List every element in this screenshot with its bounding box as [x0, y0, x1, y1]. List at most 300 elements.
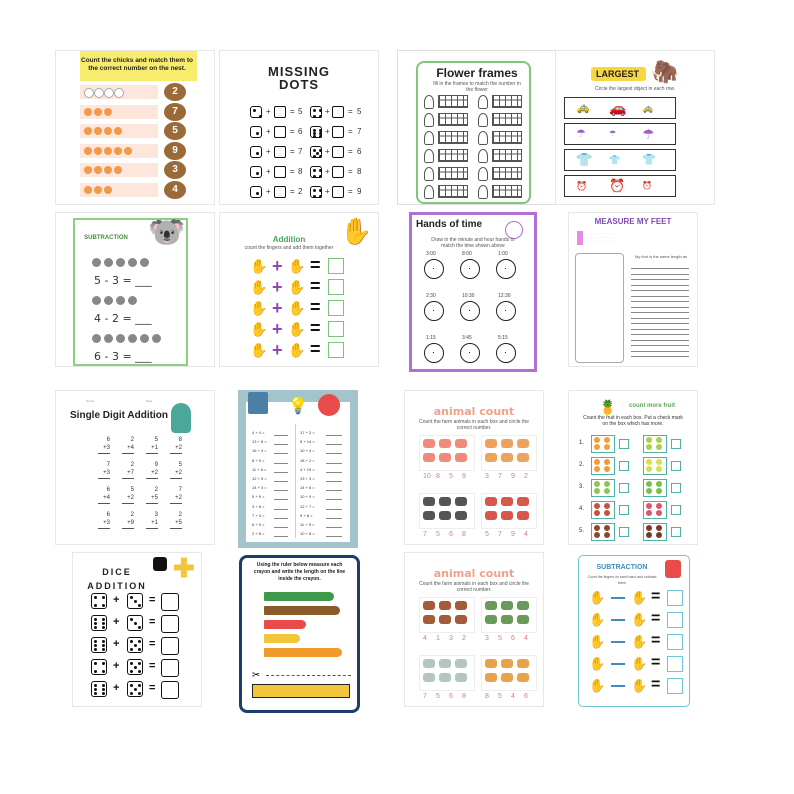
dice-pip	[138, 662, 141, 665]
digit: +2	[127, 495, 134, 501]
worksheet-card-subtraction-koala[interactable]	[55, 212, 215, 367]
time-label: 1:00	[498, 251, 508, 257]
chick-icon	[94, 147, 102, 155]
dice-pip	[134, 644, 137, 647]
digit: +2	[151, 470, 158, 476]
worksheet-card-animal-count-2[interactable]	[404, 552, 544, 707]
equals-sign: =	[149, 638, 156, 650]
dice-pip	[94, 622, 97, 625]
animal-icon	[485, 659, 497, 668]
chick-icon	[104, 108, 112, 116]
answer-line	[631, 329, 689, 330]
count-option[interactable]: 9	[511, 473, 515, 480]
plus-sign: +	[113, 638, 120, 650]
animal-icon	[423, 601, 435, 610]
dice-pip	[102, 604, 105, 607]
answer-box[interactable]	[161, 681, 179, 699]
worksheet-card-single-digit[interactable]	[55, 390, 215, 545]
check-box[interactable]	[619, 483, 629, 493]
animal-icon	[455, 511, 467, 520]
object-icon: ☂	[609, 129, 617, 138]
minus-sign	[611, 663, 625, 665]
divider	[295, 424, 296, 538]
answer-line	[274, 481, 288, 482]
card-subtitle: Draw in the minute and hour hands to match the time shown above	[431, 237, 515, 249]
minus-sign	[611, 641, 625, 643]
dice-pip	[130, 670, 133, 673]
count-option[interactable]: 2	[524, 473, 528, 480]
worksheet-card-missing-dots[interactable]	[219, 50, 379, 205]
count-option[interactable]: 9	[511, 531, 515, 538]
koala-icon	[128, 258, 137, 267]
fruit-icon	[646, 488, 652, 494]
answer-line	[631, 301, 689, 302]
answer-line	[274, 463, 288, 464]
animal-icon	[501, 453, 513, 462]
flower-icon	[424, 95, 434, 109]
count-option[interactable]: 8	[485, 693, 489, 700]
dice-pip	[253, 109, 256, 112]
equals-sign: =	[310, 339, 321, 359]
fruit-icon	[594, 525, 600, 531]
check-box[interactable]	[671, 483, 681, 493]
fruit-icon	[594, 437, 600, 443]
koala-icon	[140, 258, 149, 267]
result: 2	[298, 187, 303, 196]
equals-sign: =	[149, 682, 156, 694]
dice-pip	[138, 604, 141, 607]
minus-sign	[611, 685, 625, 687]
equals-sign: =	[651, 632, 661, 649]
hand-icon: ✋	[631, 612, 648, 627]
dice-icon	[153, 557, 167, 571]
animal-icon	[517, 453, 529, 462]
answer-line	[274, 472, 288, 473]
count-option[interactable]: 9	[462, 473, 466, 480]
card-title: SUBTRACTION	[596, 564, 648, 571]
digit: 3	[154, 512, 158, 518]
dice-pip	[94, 626, 97, 629]
dice-pip	[134, 688, 137, 691]
plus-sign: +	[266, 127, 271, 136]
chick-icon	[114, 166, 122, 174]
chick-icon	[104, 186, 112, 194]
hand-icon: ✋	[250, 279, 268, 295]
fact-left: 12 + 5 =	[252, 476, 267, 481]
worksheet-card-largest[interactable]	[555, 50, 715, 205]
answer-box[interactable]	[161, 593, 179, 611]
ten-frame	[438, 95, 468, 108]
dice-pip	[130, 596, 133, 599]
clock-face	[424, 259, 444, 279]
worksheet-card-measure-feet[interactable]: MEASURE MY FEET · · · · · · · · · · · · · · · · · · · · · · · · · · · · · · · · · · · · · · · · · · · · · · · · My foot is the same length as	[568, 212, 698, 367]
animal-icon	[501, 439, 513, 448]
digit: 2	[178, 512, 182, 518]
flower-icon	[424, 149, 434, 163]
fruit-icon	[604, 444, 610, 450]
koala-icon	[128, 334, 137, 343]
flower-icon	[478, 149, 488, 163]
dice-pip	[313, 109, 316, 112]
digit: 9	[154, 462, 158, 468]
ten-frame	[438, 131, 468, 144]
check-box[interactable]	[619, 461, 629, 471]
count-option[interactable]: 4	[524, 531, 528, 538]
digit: 5	[154, 437, 158, 443]
count-option[interactable]: 4	[524, 635, 528, 642]
count-option[interactable]: 3	[485, 635, 489, 642]
card-subtitle: Count the fingers on each hand and subtract them	[587, 575, 657, 585]
fruit-icon	[646, 444, 652, 450]
count-option[interactable]: 7	[423, 693, 427, 700]
worksheet-card-count-fruit[interactable]	[568, 390, 698, 545]
object-icon: ⏰	[642, 181, 652, 190]
koala-icon	[104, 258, 113, 267]
count-option[interactable]: 1	[436, 635, 440, 642]
plus-sign: +	[272, 256, 283, 276]
sum-line	[122, 503, 134, 504]
count-option[interactable]: 5	[498, 693, 502, 700]
dice-face	[310, 106, 322, 118]
number-nest: 7	[164, 103, 186, 121]
dice-pip	[130, 662, 133, 665]
answer-box[interactable]	[328, 258, 344, 274]
answer-line	[326, 472, 342, 473]
equation-text: 5 - 3 = ___	[94, 274, 152, 287]
dice-pip	[102, 648, 105, 651]
dice-pip	[319, 135, 322, 138]
answer-line	[631, 312, 689, 313]
count-option[interactable]: 6	[449, 531, 453, 538]
hand-icon: ✋	[250, 300, 268, 316]
count-option[interactable]: 6	[524, 693, 528, 700]
result: 5	[357, 107, 362, 116]
check-box[interactable]	[671, 439, 681, 449]
card-title: LARGEST	[595, 69, 639, 79]
fruit-icon	[594, 444, 600, 450]
answer-box[interactable]	[161, 615, 179, 633]
card-subtitle: Count the fruit in each box. Put a check mark on the box which has more.	[583, 415, 683, 427]
dice-pip	[134, 600, 137, 603]
fruit-icon	[604, 437, 610, 443]
check-box[interactable]	[619, 527, 629, 537]
plus-sign: +	[113, 616, 120, 628]
equals-sign: =	[310, 297, 321, 317]
row-number: 5.	[579, 528, 585, 534]
answer-box[interactable]	[328, 300, 344, 316]
dice-pip	[94, 688, 97, 691]
fact-left: 4 + 4 =	[252, 430, 265, 435]
dice-pip	[313, 155, 316, 158]
time-label: 5:15	[498, 335, 508, 341]
animal-icon	[485, 497, 497, 506]
count-option[interactable]: 6	[449, 693, 453, 700]
chick-icon	[94, 88, 104, 98]
dice-pip	[102, 688, 105, 691]
answer-line	[274, 490, 288, 491]
digit: +9	[127, 520, 134, 526]
answer-line	[631, 318, 689, 319]
answer-box[interactable]	[667, 590, 683, 606]
dinosaur-icon	[171, 403, 191, 433]
digit: +2	[175, 445, 182, 451]
count-option[interactable]: 5	[436, 693, 440, 700]
animal-icon	[501, 601, 513, 610]
chick-icon	[94, 108, 102, 116]
equation-text: 6 - 3 = ___	[94, 350, 152, 363]
hand-icon: ✋	[250, 342, 268, 358]
digit: +1	[151, 445, 158, 451]
number-nest: 2	[164, 83, 186, 101]
koala-icon	[92, 296, 101, 305]
animal-icon	[501, 673, 513, 682]
check-box[interactable]	[671, 505, 681, 515]
count-option[interactable]: 8	[436, 473, 440, 480]
blank-die	[332, 166, 344, 178]
answer-line	[274, 518, 288, 519]
animal-icon	[423, 659, 435, 668]
dice-pip	[313, 189, 316, 192]
worksheet-card-math-facts[interactable]	[238, 390, 358, 548]
digit: 7	[178, 487, 182, 493]
equals-sign: =	[310, 276, 321, 296]
dice-pip	[134, 622, 137, 625]
answer-box[interactable]	[161, 637, 179, 655]
animal-icon	[455, 601, 467, 610]
dice-pip	[94, 640, 97, 643]
answer-box[interactable]	[328, 321, 344, 337]
answer-box[interactable]	[328, 342, 344, 358]
digit: 8	[178, 437, 182, 443]
equals-sign: =	[651, 654, 661, 671]
flower-icon	[424, 113, 434, 127]
animal-icon	[439, 439, 451, 448]
count-option[interactable]: 7	[423, 531, 427, 538]
crayon-icon	[577, 231, 583, 245]
dice-face	[127, 615, 143, 631]
worksheet-card-flower-frames[interactable]	[397, 50, 557, 205]
fruit-icon	[646, 437, 652, 443]
count-option[interactable]: 5	[498, 635, 502, 642]
crayon-icon	[264, 634, 300, 643]
check-box[interactable]	[671, 461, 681, 471]
plus-sign: +	[325, 107, 330, 116]
count-option[interactable]: 8	[462, 693, 466, 700]
worksheet-card-dice-addition[interactable]	[72, 552, 202, 707]
equation-text: 4 - 2 = ___	[94, 312, 152, 325]
digit: 2	[130, 437, 134, 443]
card-subtitle: Circle the largest object in each row.	[594, 86, 676, 92]
check-box[interactable]	[671, 527, 681, 537]
dice-pip	[102, 670, 105, 673]
fact-left: 8 + 5 =	[252, 457, 265, 463]
plus-sign: +	[325, 147, 330, 156]
dice-face	[127, 593, 143, 609]
sum-line	[122, 528, 134, 529]
check-box[interactable]	[619, 439, 629, 449]
answer-line	[631, 356, 689, 357]
answer-box[interactable]	[161, 659, 179, 677]
fruit-icon	[604, 525, 610, 531]
count-option[interactable]: 6	[511, 635, 515, 642]
dice-pip	[102, 644, 105, 647]
card-title: animal count	[433, 567, 515, 580]
hand-icon: ✋	[631, 678, 648, 693]
digit: +5	[151, 495, 158, 501]
answer-box[interactable]	[667, 678, 683, 694]
dice-pip	[313, 115, 316, 118]
dice-pip	[256, 152, 259, 155]
fact-right: 10 + 9 =	[300, 494, 315, 500]
plus-sign: +	[113, 594, 120, 606]
count-option[interactable]: 3	[485, 473, 489, 480]
dice-face	[127, 659, 143, 675]
chick-icon	[104, 127, 112, 135]
digit: 6	[106, 487, 110, 493]
fruit-icon	[656, 503, 662, 509]
row-number: 1.	[579, 440, 585, 446]
answer-line	[326, 509, 342, 510]
count-option[interactable]: 4	[423, 635, 427, 642]
fruit-icon	[656, 466, 662, 472]
animal-icon	[517, 439, 529, 448]
flower-icon	[478, 95, 488, 109]
dice-pip	[256, 172, 259, 175]
worksheet-card-hands-of-time[interactable]	[409, 212, 537, 372]
card-title: SUBTRACTION	[84, 235, 128, 241]
worksheet-card-animal-count-1[interactable]	[404, 390, 544, 545]
time-label: 8:00	[462, 251, 472, 257]
dice-face	[250, 146, 262, 158]
blank-die	[274, 126, 286, 138]
answer-line	[326, 518, 342, 519]
dice-pip	[138, 670, 141, 673]
answer-box[interactable]	[667, 634, 683, 650]
answer-line	[326, 527, 342, 528]
animal-icon	[501, 511, 513, 520]
time-label: 10:30	[462, 293, 475, 299]
animal-icon	[423, 673, 435, 682]
pineapple-icon: 🍍	[599, 399, 617, 415]
dice-pip	[138, 640, 141, 643]
digit: +4	[103, 495, 110, 501]
dice-face	[91, 681, 107, 697]
count-option[interactable]: 4	[511, 693, 515, 700]
dice-pip	[94, 692, 97, 695]
answer-box[interactable]	[667, 612, 683, 628]
time-label: 2:30	[426, 293, 436, 299]
result: 8	[357, 167, 362, 176]
card-title: Addition	[272, 235, 306, 244]
answer-line	[326, 481, 342, 482]
clock-face	[460, 259, 480, 279]
dice-pip	[138, 648, 141, 651]
result: 9	[357, 187, 362, 196]
digit: 5	[130, 487, 134, 493]
name-label: Name	[86, 399, 95, 403]
chick-icon	[114, 88, 124, 98]
count-option[interactable]: 7	[498, 531, 502, 538]
animal-icon	[501, 659, 513, 668]
dice-pip	[138, 692, 141, 695]
check-box[interactable]	[619, 505, 629, 515]
foot-trace-box	[575, 253, 624, 363]
fruit-icon	[656, 488, 662, 494]
flower-icon	[424, 167, 434, 181]
dice-face	[250, 126, 262, 138]
count-option[interactable]: 7	[498, 473, 502, 480]
worksheet-card-crayons[interactable]	[239, 555, 360, 713]
dice-pip	[94, 596, 97, 599]
worksheet-card-subtraction-hands[interactable]	[578, 555, 690, 707]
count-option[interactable]: 5	[485, 531, 489, 538]
count-option[interactable]: 2	[462, 635, 466, 642]
dice-pip	[138, 626, 141, 629]
time-label: 12:30	[498, 293, 511, 299]
equals-sign: =	[290, 127, 295, 136]
count-option[interactable]: 3	[449, 635, 453, 642]
dice-pip	[313, 135, 316, 138]
fact-left: 11 + 6 =	[252, 466, 267, 472]
crayon-icon	[264, 606, 340, 615]
answer-line	[631, 285, 689, 286]
chick-icon	[94, 127, 102, 135]
animal-icon	[439, 511, 451, 520]
count-option[interactable]: 5	[436, 531, 440, 538]
fact-left: 16 + 4 =	[252, 448, 267, 454]
ten-frame	[438, 149, 468, 162]
chick-icon	[124, 147, 132, 155]
sum-line	[146, 503, 158, 504]
chick-icon	[94, 186, 102, 194]
count-option[interactable]: 5	[449, 473, 453, 480]
digit: +3	[103, 520, 110, 526]
ten-frame	[492, 167, 522, 180]
worksheet-card-addition-hands[interactable]	[219, 212, 379, 367]
dice-pip	[134, 666, 137, 669]
dice-pip	[94, 670, 97, 673]
calculator-icon	[248, 392, 268, 414]
minus-sign	[611, 619, 625, 621]
count-option[interactable]: 8	[462, 531, 466, 538]
fruit-icon	[604, 459, 610, 465]
result: 8	[298, 167, 303, 176]
fruit-icon	[656, 481, 662, 487]
animal-icon	[501, 615, 513, 624]
dice-pip	[313, 195, 316, 198]
object-icon: 🚗	[609, 100, 627, 116]
hand-icon: ✋	[631, 656, 648, 671]
animal-icon	[485, 601, 497, 610]
scissors-icon: ✂	[252, 670, 261, 681]
answer-box[interactable]	[328, 279, 344, 295]
time-label: 3:45	[462, 335, 472, 341]
hand-icon: ✋	[589, 612, 606, 627]
plus-sign: +	[266, 147, 271, 156]
fact-left: 2 + 8 =	[252, 531, 265, 537]
card-title: animal count	[433, 405, 515, 418]
worksheet-card-chicks[interactable]	[55, 50, 215, 205]
count-option[interactable]: 10	[423, 473, 431, 480]
plus-sign: +	[266, 107, 271, 116]
dice-pip	[319, 149, 322, 152]
animal-icon	[423, 511, 435, 520]
answer-box[interactable]	[667, 656, 683, 672]
result: 5	[298, 107, 303, 116]
time-label: 3:00	[426, 251, 436, 257]
equals-sign: =	[651, 610, 661, 627]
fact-left: 5 + 9 =	[252, 494, 265, 500]
